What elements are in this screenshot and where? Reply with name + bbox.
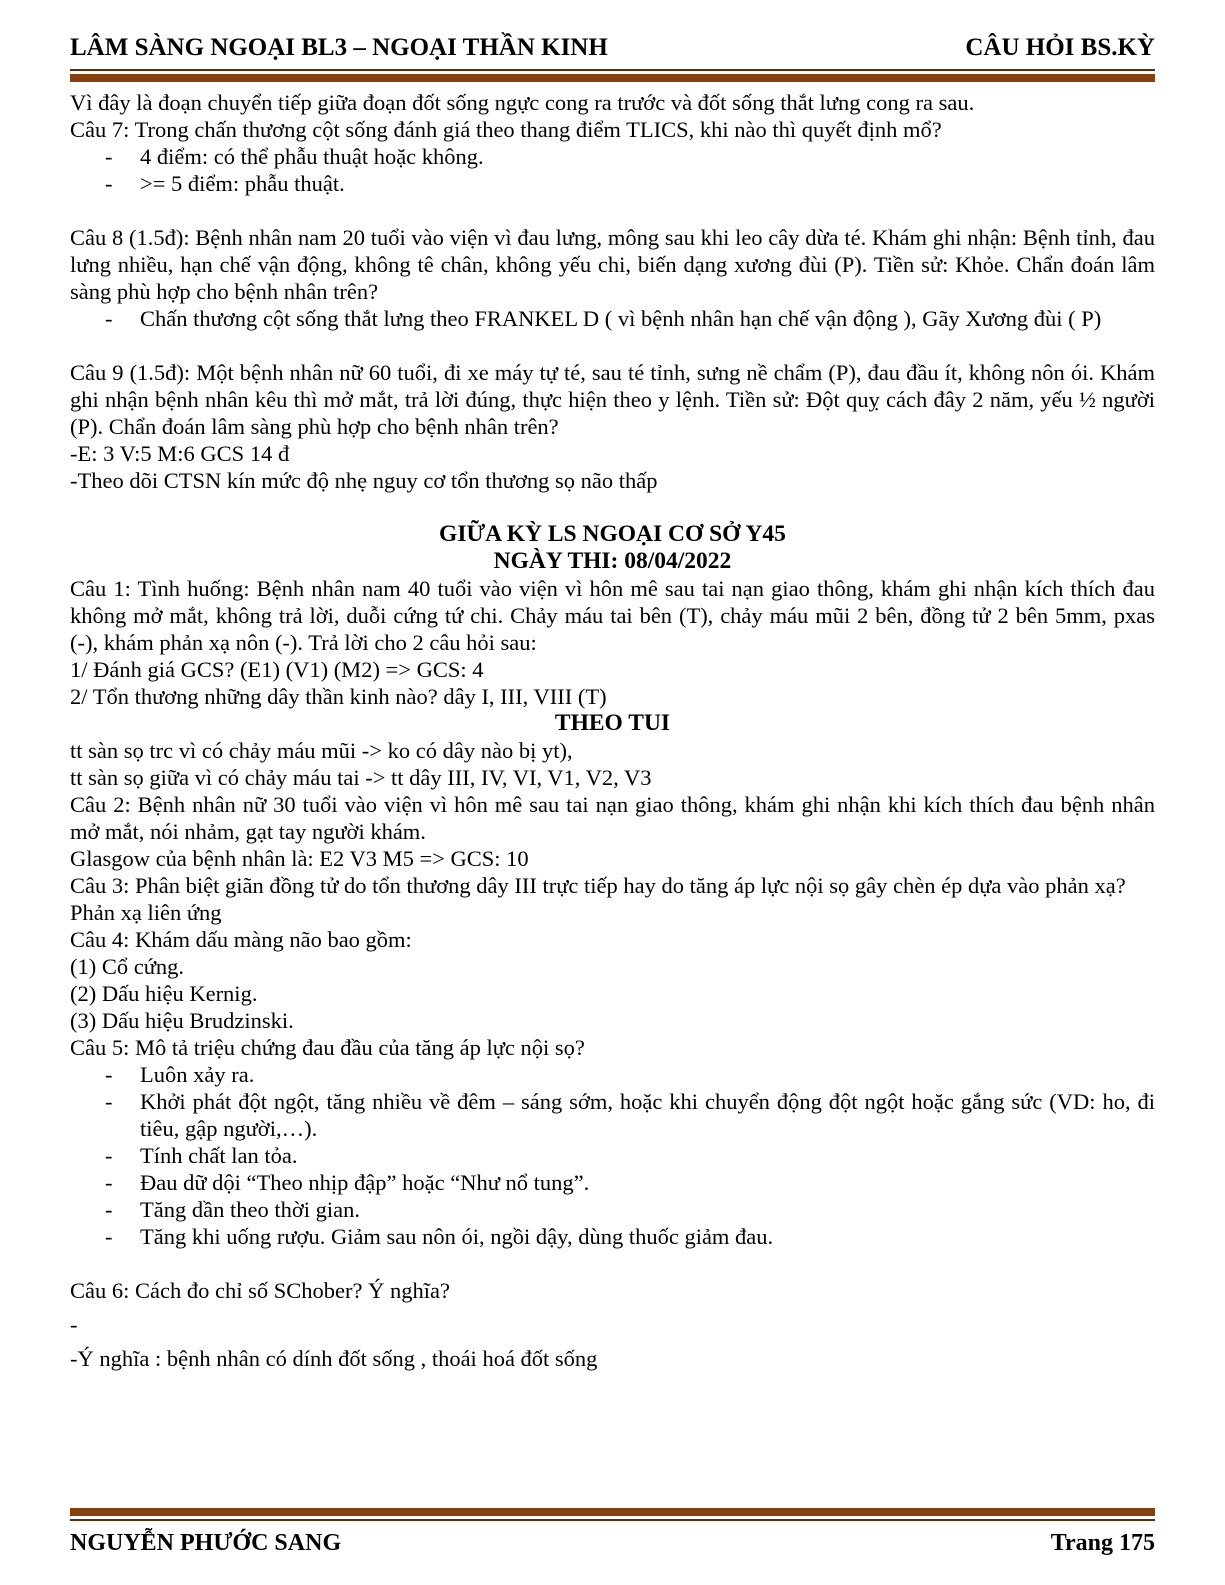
intro-line: Vì đây là đoạn chuyển tiếp giữa đoạn đốt sống ngực cong ra trước và đốt sống thắt lưng cong ra sau.	[70, 90, 975, 115]
question-1: Câu 1: Tình huống: Bệnh nhân nam 40 tuổi vào viện vì hôn mê sau tai nạn giao thông, khám ghi nhận kích thích đau không mở mắt, không trả lời, duỗi cứng tứ chi. Chảy máu tai bên (T), chảy máu mũi 2 bên, đồng tử 2 bên 5mm, pxas (-), khám phản xạ nôn (-). Trả lời cho 2 câu hỏi sau:	[70, 576, 1155, 655]
q7-bullet-2-text: >= 5 điểm: phẫu thuật.	[140, 171, 345, 196]
exam-date: NGÀY THI: 08/04/2022	[493, 548, 732, 574]
header-title-left: LÂM SÀNG NGOẠI BL3 – NGOẠI THẦN KINH	[70, 34, 608, 61]
page-footer	[70, 1508, 1155, 1557]
bullet-marker: -	[105, 1089, 113, 1114]
q5-bullet-6-text: Tăng khi uống rượu. Giảm sau nôn ói, ngồi dậy, dùng thuốc giảm đau.	[140, 1224, 774, 1249]
dash-line: -	[70, 1312, 78, 1337]
footer-rule	[70, 1508, 1155, 1521]
spacer	[70, 332, 1155, 359]
header-rule	[70, 69, 1155, 82]
q7-bullet-1-text: 4 điểm: có thể phẫu thuật hoặc không.	[140, 144, 484, 169]
bullet-marker: -	[105, 1197, 113, 1222]
theo-tui-heading: THEO TUI	[554, 710, 671, 736]
question-4: Câu 4: Khám dấu màng não bao gồm:	[70, 927, 412, 952]
q5-bullet-1-text: Luôn xảy ra.	[140, 1062, 255, 1087]
q3-answer: Phản xạ liên ứng	[70, 900, 222, 925]
section-title: GIỮA KỲ LS NGOẠI CƠ SỞ Y45	[439, 521, 786, 547]
footer-row	[70, 1521, 1155, 1557]
spacer	[70, 1304, 1155, 1311]
q5-bullet-1	[70, 1061, 1155, 1088]
q5-bullet-6	[70, 1223, 1155, 1250]
q5-bullet-5	[70, 1196, 1155, 1223]
note-line-2: tt sàn sọ giữa vì có chảy máu tai -> tt dây III, IV, VI, V1, V2, V3	[70, 765, 652, 790]
bullet-marker: -	[105, 144, 113, 169]
q5-bullet-3-text: Tính chất lan tỏa.	[140, 1143, 298, 1168]
header-rule-thick-line	[70, 74, 1155, 82]
bullet-marker: -	[105, 306, 113, 331]
q8-bullet-1-text: Chấn thương cột sống thắt lưng theo FRANKEL D ( vì bệnh nhân hạn chế vận động ), Gãy Xương đùi ( P)	[140, 306, 1102, 331]
question-8: Câu 8 (1.5đ): Bệnh nhân nam 20 tuổi vào viện vì đau lưng, mông sau khi leo cây dừa té. Khám ghi nhận: Bệnh tỉnh, đau lưng nhiều, hạn chế vận động, không tê chân, không yếu chi, biến dạng xương đùi (P). Tiền sử: Khỏe. Chẩn đoán lâm sàng phù hợp cho bệnh nhân trên?	[70, 225, 1155, 304]
note-line-1: tt sàn sọ trc vì có chảy máu mũi -> ko có dây nào bị yt),	[70, 738, 573, 763]
bullet-marker: -	[105, 171, 113, 196]
spacer	[70, 1250, 1155, 1277]
bullet-marker: -	[105, 1143, 113, 1168]
footer-page-number: Trang 175	[1050, 1530, 1155, 1556]
q1-answer-1: 1/ Đánh giá GCS? (E1) (V1) (M2) => GCS: 4	[70, 657, 484, 682]
q5-bullet-2-text: Khởi phát đột ngột, tăng nhiều về đêm – sáng sớm, hoặc khi chuyển động đột ngột hoặc gắng sức (VD: ho, đi tiêu, gập người,…).	[140, 1089, 1155, 1141]
q7-bullet-1	[70, 143, 1155, 170]
spacer	[70, 197, 1155, 224]
question-5: Câu 5: Mô tả triệu chứng đau đầu của tăng áp lực nội sọ?	[70, 1035, 585, 1060]
bullet-marker: -	[105, 1170, 113, 1195]
q9-answer-2: -Theo dõi CTSN kín mức độ nhẹ nguy cơ tổn thương sọ não thấp	[70, 468, 658, 493]
footer-rule-thick-line	[70, 1508, 1155, 1516]
q2-answer: Glasgow của bệnh nhân là: E2 V3 M5 => GCS: 10	[70, 846, 529, 871]
bullet-marker: -	[105, 1062, 113, 1087]
question-2: Câu 2: Bệnh nhân nữ 30 tuổi vào viện vì hôn mê sau tai nạn giao thông, khám ghi nhận khi kích thích đau bệnh nhân mở mắt, nói nhảm, gạt tay người khám.	[70, 792, 1155, 844]
footer-author: NGUYỄN PHƯỚC SANG	[70, 1530, 342, 1556]
question-3: Câu 3: Phân biệt giãn đồng tử do tổn thương dây III trực tiếp hay do tăng áp lực nội sọ gây chèn ép dựa vào phản xạ?	[70, 873, 1126, 898]
q5-bullet-3	[70, 1142, 1155, 1169]
q5-bullet-2	[70, 1088, 1155, 1142]
q7-bullet-2	[70, 170, 1155, 197]
q4-item-2: (2) Dấu hiệu Kernig.	[70, 981, 258, 1006]
q5-bullet-5-text: Tăng dần theo thời gian.	[140, 1197, 360, 1222]
q4-item-3: (3) Dấu hiệu Brudzinski.	[70, 1008, 294, 1033]
page-header	[70, 34, 1155, 82]
document-body	[70, 89, 1155, 1372]
header-title-right: CÂU HỎI BS.KỲ	[965, 34, 1155, 61]
question-9: Câu 9 (1.5đ): Một bệnh nhân nữ 60 tuổi, đi xe máy tự té, sau té tỉnh, sưng nề chẩm (P), đau đầu ít, không nôn ói. Khám ghi nhận bệnh nhân kêu thì mở mắt, trả lời đúng, thực hiện theo y lệnh. Tiền sử: Đột quỵ cách đây 2 năm, yếu ½ người (P). Chẩn đoán lâm sàng phù hợp cho bệnh nhân trên?	[70, 360, 1155, 439]
spacer	[70, 1338, 1155, 1345]
header-row	[70, 34, 1155, 69]
q6-answer: -Ý nghĩa : bệnh nhân có dính đốt sống , thoái hoá đốt sống	[70, 1346, 598, 1371]
q5-bullet-4-text: Đau dữ dội “Theo nhịp đập” hoặc “Như nổ tung”.	[140, 1170, 590, 1195]
spacer	[70, 494, 1155, 521]
q8-bullet-1	[70, 305, 1155, 332]
q5-bullet-4	[70, 1169, 1155, 1196]
header-rule-thin-line	[70, 69, 1155, 71]
question-6: Câu 6: Cách đo chỉ số SChober? Ý nghĩa?	[70, 1278, 450, 1303]
question-7: Câu 7: Trong chấn thương cột sống đánh giá theo thang điểm TLICS, khi nào thì quyết định mổ?	[70, 117, 942, 142]
bullet-marker: -	[105, 1224, 113, 1249]
q4-item-1: (1) Cổ cứng.	[70, 954, 185, 979]
q1-answer-2: 2/ Tổn thương những dây thần kinh nào? dây I, III, VIII (T)	[70, 684, 607, 709]
q9-answer-1: -E: 3 V:5 M:6 GCS 14 đ	[70, 441, 290, 466]
